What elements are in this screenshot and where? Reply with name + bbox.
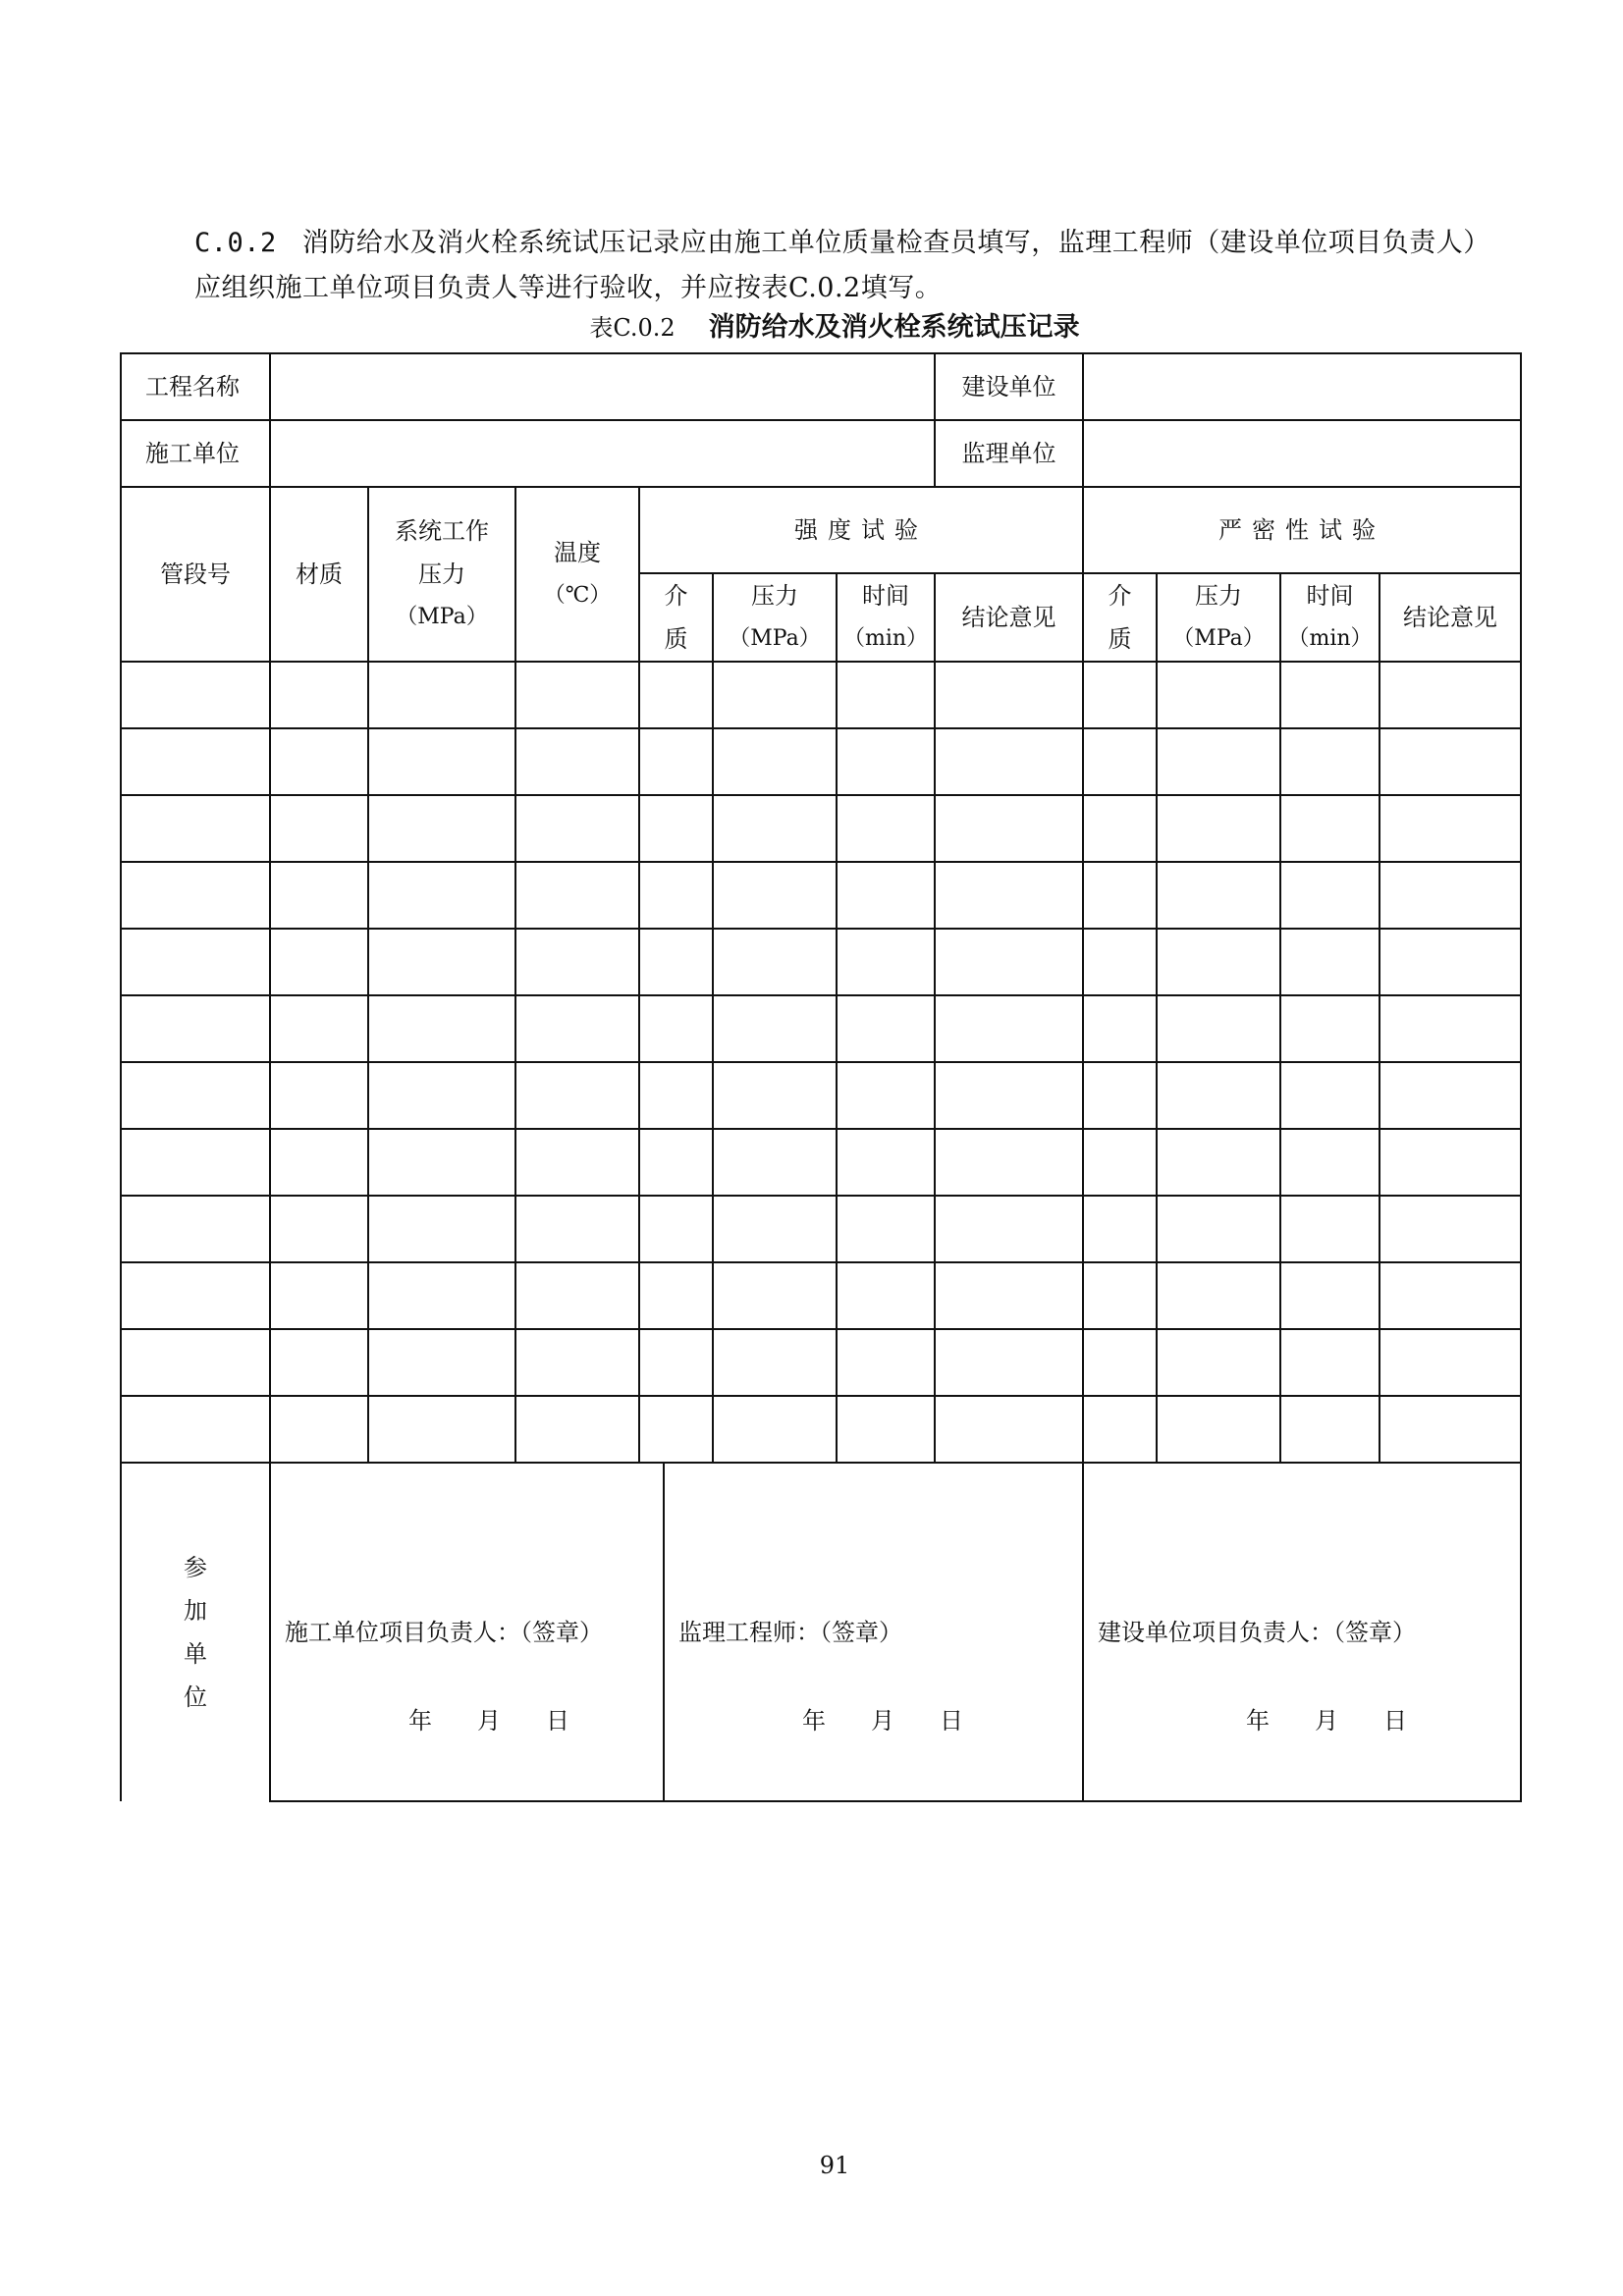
working-pressure-cell[interactable] xyxy=(368,662,515,728)
strength-pressure-title: 压力 xyxy=(751,582,798,610)
tightness-conclusion-cell[interactable] xyxy=(1380,1329,1521,1396)
tightness-medium-cell[interactable] xyxy=(1083,862,1157,929)
supervisor-signature-label: 监理工程师：（签章） xyxy=(678,1619,902,1646)
strength-time-cell[interactable] xyxy=(837,1329,935,1396)
material-cell[interactable] xyxy=(270,929,368,995)
strength-conclusion-cell[interactable] xyxy=(935,795,1083,862)
table-row xyxy=(121,795,1521,862)
segment-cell[interactable] xyxy=(121,1196,270,1262)
strength-time-cell[interactable] xyxy=(837,795,935,862)
date-year: 年 xyxy=(802,1707,828,1735)
tightness-time-cell[interactable] xyxy=(1280,795,1380,862)
table-row xyxy=(121,1329,1521,1396)
date-day: 日 xyxy=(546,1707,571,1735)
working-pressure-cell[interactable] xyxy=(368,1329,515,1396)
working-pressure-cell[interactable] xyxy=(368,728,515,795)
strength-test-header: 强度试验 xyxy=(639,487,1083,573)
builder-info-row xyxy=(121,420,1521,487)
table-caption xyxy=(0,308,1623,347)
tightness-time-cell[interactable] xyxy=(1280,1329,1380,1396)
strength-time-cell[interactable] xyxy=(837,1196,935,1262)
tightness-time-cell[interactable] xyxy=(1280,728,1380,795)
tightness-time-cell[interactable] xyxy=(1280,929,1380,995)
tightness-medium-cell[interactable] xyxy=(1083,1396,1157,1463)
strength-medium-text: 介质 xyxy=(664,582,688,653)
tightness-pressure-cell[interactable] xyxy=(1157,1262,1280,1329)
segment-cell[interactable] xyxy=(121,995,270,1062)
header-row-1 xyxy=(121,487,1521,573)
strength-conclusion-header: 结论意见 xyxy=(935,573,1083,662)
working-pressure-cell[interactable] xyxy=(368,795,515,862)
date-day: 日 xyxy=(1383,1707,1410,1735)
material-cell[interactable] xyxy=(270,1062,368,1129)
tightness-time-cell[interactable] xyxy=(1280,662,1380,728)
table-row xyxy=(121,995,1521,1062)
tightness-pressure-cell[interactable] xyxy=(1157,862,1280,929)
temperature-cell[interactable] xyxy=(515,929,639,995)
tightness-pressure-title: 压力 xyxy=(1195,582,1243,610)
clause-code: C.0.2 xyxy=(194,228,277,258)
strength-pressure-cell[interactable] xyxy=(713,995,837,1062)
tightness-medium-cell[interactable] xyxy=(1083,1262,1157,1329)
strength-conclusion-cell[interactable] xyxy=(935,1196,1083,1262)
strength-pressure-cell[interactable] xyxy=(713,1129,837,1196)
temperature-unit: （℃） xyxy=(543,583,612,608)
working-pressure-title: 系统工作压力 xyxy=(395,517,489,588)
strength-medium-cell[interactable] xyxy=(639,1129,713,1196)
tightness-time-cell[interactable] xyxy=(1280,862,1380,929)
tightness-conclusion-cell[interactable] xyxy=(1380,1262,1521,1329)
material-cell[interactable] xyxy=(270,862,368,929)
table-row xyxy=(121,1396,1521,1463)
tightness-conclusion-cell[interactable] xyxy=(1380,995,1521,1062)
temperature-cell[interactable] xyxy=(515,1396,639,1463)
tightness-conclusion-cell[interactable] xyxy=(1380,1396,1521,1463)
tightness-pressure-cell[interactable] xyxy=(1157,1062,1280,1129)
participants-label: 参加单位 xyxy=(184,1554,207,1711)
tightness-conclusion-cell[interactable] xyxy=(1380,929,1521,995)
strength-time-header xyxy=(837,573,935,662)
working-pressure-cell[interactable] xyxy=(368,1262,515,1329)
builder-input[interactable] xyxy=(270,420,935,487)
strength-time-cell[interactable] xyxy=(837,1129,935,1196)
tightness-time-cell[interactable] xyxy=(1280,995,1380,1062)
temperature-cell[interactable] xyxy=(515,1062,639,1129)
tightness-pressure-header xyxy=(1157,573,1280,662)
strength-conclusion-cell[interactable] xyxy=(935,1396,1083,1463)
tightness-medium-header xyxy=(1083,573,1157,662)
owner-signature-label: 建设单位项目负责人：（签章） xyxy=(1098,1619,1417,1646)
working-pressure-cell[interactable] xyxy=(368,862,515,929)
strength-medium-cell[interactable] xyxy=(639,1262,713,1329)
strength-time-cell[interactable] xyxy=(837,1062,935,1129)
temperature-cell[interactable] xyxy=(515,1196,639,1262)
strength-pressure-cell[interactable] xyxy=(713,1329,837,1396)
tightness-medium-cell[interactable] xyxy=(1083,1196,1157,1262)
tightness-pressure-cell[interactable] xyxy=(1157,995,1280,1062)
segment-cell[interactable] xyxy=(121,1329,270,1396)
tightness-pressure-cell[interactable] xyxy=(1157,1196,1280,1262)
strength-conclusion-cell[interactable] xyxy=(935,1062,1083,1129)
tightness-pressure-unit: （MPa） xyxy=(1172,626,1265,651)
construction-unit-label: 建设单位 xyxy=(935,353,1083,420)
tightness-medium-cell[interactable] xyxy=(1083,795,1157,862)
builder-signature-date xyxy=(408,1699,615,1742)
strength-medium-cell[interactable] xyxy=(639,929,713,995)
tightness-pressure-cell[interactable] xyxy=(1157,929,1280,995)
strength-medium-cell[interactable] xyxy=(639,995,713,1062)
strength-time-cell[interactable] xyxy=(837,862,935,929)
strength-time-cell[interactable] xyxy=(837,929,935,995)
strength-medium-cell[interactable] xyxy=(639,1196,713,1262)
material-cell[interactable] xyxy=(270,1129,368,1196)
construction-unit-input[interactable] xyxy=(1083,353,1521,420)
strength-pressure-cell[interactable] xyxy=(713,1196,837,1262)
material-cell[interactable] xyxy=(270,1196,368,1262)
material-cell[interactable] xyxy=(270,728,368,795)
table-row xyxy=(121,662,1521,728)
segment-cell[interactable] xyxy=(121,929,270,995)
material-cell[interactable] xyxy=(270,662,368,728)
strength-pressure-unit: （MPa） xyxy=(729,626,821,651)
participants-label-cell xyxy=(121,1463,270,1801)
tightness-pressure-cell[interactable] xyxy=(1157,1329,1280,1396)
strength-conclusion-cell[interactable] xyxy=(935,728,1083,795)
temperature-cell[interactable] xyxy=(515,662,639,728)
segment-cell[interactable] xyxy=(121,795,270,862)
strength-time-cell[interactable] xyxy=(837,728,935,795)
tightness-medium-cell[interactable] xyxy=(1083,1062,1157,1129)
strength-pressure-cell[interactable] xyxy=(713,1262,837,1329)
supervisor-signature-date xyxy=(802,1699,1008,1742)
tightness-pressure-cell[interactable] xyxy=(1157,1129,1280,1196)
strength-pressure-cell[interactable] xyxy=(713,929,837,995)
strength-time-cell[interactable] xyxy=(837,995,935,1062)
working-pressure-cell[interactable] xyxy=(368,1062,515,1129)
date-month: 月 xyxy=(477,1707,503,1735)
strength-medium-header xyxy=(639,573,713,662)
table-row xyxy=(121,728,1521,795)
tightness-medium-cell[interactable] xyxy=(1083,995,1157,1062)
strength-time-cell[interactable] xyxy=(837,662,935,728)
working-pressure-unit: （MPa） xyxy=(396,605,488,629)
working-pressure-cell[interactable] xyxy=(368,1129,515,1196)
strength-pressure-cell[interactable] xyxy=(713,728,837,795)
tightness-time-cell[interactable] xyxy=(1280,1196,1380,1262)
strength-time-title: 时间 xyxy=(862,582,910,610)
strength-medium-cell[interactable] xyxy=(639,1396,713,1463)
tightness-time-header xyxy=(1280,573,1380,662)
tightness-time-cell[interactable] xyxy=(1280,1062,1380,1129)
table-row xyxy=(121,929,1521,995)
temperature-cell[interactable] xyxy=(515,1329,639,1396)
tightness-pressure-cell[interactable] xyxy=(1157,1396,1280,1463)
strength-medium-cell[interactable] xyxy=(639,728,713,795)
temperature-cell[interactable] xyxy=(515,1129,639,1196)
tightness-conclusion-cell[interactable] xyxy=(1380,862,1521,929)
owner-signature-cell[interactable] xyxy=(1083,1463,1521,1801)
table-caption-number: 表C.0.2 xyxy=(589,314,676,342)
date-year: 年 xyxy=(1246,1707,1272,1735)
tightness-conclusion-cell[interactable] xyxy=(1380,795,1521,862)
segment-cell[interactable] xyxy=(121,1262,270,1329)
strength-pressure-cell[interactable] xyxy=(713,795,837,862)
table-row xyxy=(121,1129,1521,1196)
page-number: 91 xyxy=(819,2152,850,2179)
strength-time-unit: （min） xyxy=(842,626,929,651)
table-row xyxy=(121,862,1521,929)
tightness-time-cell[interactable] xyxy=(1280,1262,1380,1329)
strength-conclusion-cell[interactable] xyxy=(935,929,1083,995)
material-cell[interactable] xyxy=(270,995,368,1062)
working-pressure-cell[interactable] xyxy=(368,1196,515,1262)
strength-pressure-cell[interactable] xyxy=(713,862,837,929)
material-cell[interactable] xyxy=(270,1262,368,1329)
date-day: 日 xyxy=(940,1707,965,1735)
tightness-time-title: 时间 xyxy=(1306,582,1354,610)
tightness-time-cell[interactable] xyxy=(1280,1396,1380,1463)
segment-cell[interactable] xyxy=(121,1129,270,1196)
date-year: 年 xyxy=(408,1707,434,1735)
strength-medium-cell[interactable] xyxy=(639,795,713,862)
working-pressure-cell[interactable] xyxy=(368,929,515,995)
intro-paragraph xyxy=(194,221,1490,311)
strength-medium-cell[interactable] xyxy=(639,1329,713,1396)
strength-conclusion-cell[interactable] xyxy=(935,1129,1083,1196)
material-header: 材质 xyxy=(270,487,368,662)
tightness-test-header: 严密性试验 xyxy=(1083,487,1521,573)
tightness-conclusion-cell[interactable] xyxy=(1380,1062,1521,1129)
builder-signature-label: 施工单位项目负责人：（签章） xyxy=(285,1619,603,1646)
segment-cell[interactable] xyxy=(121,728,270,795)
table-row xyxy=(121,1196,1521,1262)
material-cell[interactable] xyxy=(270,795,368,862)
builder-signature-cell[interactable] xyxy=(270,1463,664,1801)
tightness-medium-cell[interactable] xyxy=(1083,929,1157,995)
strength-conclusion-cell[interactable] xyxy=(935,1329,1083,1396)
pressure-test-record-table xyxy=(120,352,1522,1802)
clause-text: 消防给水及消火栓系统试压记录应由施工单位质量检查员填写，监理工程师（建设单位项目负责人）应组织施工单位项目负责人等进行验收，并应按表C.0.2填写。 xyxy=(194,228,1490,303)
strength-conclusion-cell[interactable] xyxy=(935,662,1083,728)
strength-time-cell[interactable] xyxy=(837,1262,935,1329)
strength-medium-cell[interactable] xyxy=(639,1062,713,1129)
tightness-medium-cell[interactable] xyxy=(1083,662,1157,728)
tightness-time-cell[interactable] xyxy=(1280,1129,1380,1196)
temperature-header xyxy=(515,487,639,662)
strength-time-cell[interactable] xyxy=(837,1396,935,1463)
owner-signature-date xyxy=(1246,1699,1452,1742)
segment-cell[interactable] xyxy=(121,662,270,728)
strength-conclusion-cell[interactable] xyxy=(935,995,1083,1062)
strength-pressure-cell[interactable] xyxy=(713,1062,837,1129)
working-pressure-header xyxy=(368,487,515,662)
strength-pressure-cell[interactable] xyxy=(713,662,837,728)
tightness-pressure-cell[interactable] xyxy=(1157,662,1280,728)
strength-conclusion-cell[interactable] xyxy=(935,1262,1083,1329)
temperature-cell[interactable] xyxy=(515,862,639,929)
tightness-medium-text: 介质 xyxy=(1108,582,1132,653)
supervisor-signature-cell[interactable] xyxy=(664,1463,1083,1801)
strength-medium-cell[interactable] xyxy=(639,862,713,929)
tightness-conclusion-cell[interactable] xyxy=(1380,1129,1521,1196)
tightness-conclusion-cell[interactable] xyxy=(1380,728,1521,795)
temperature-cell[interactable] xyxy=(515,795,639,862)
segment-cell[interactable] xyxy=(121,1396,270,1463)
project-info-row xyxy=(121,353,1521,420)
segment-header: 管段号 xyxy=(121,487,270,662)
participants-row xyxy=(121,1463,1521,1801)
date-month: 月 xyxy=(871,1707,896,1735)
material-cell[interactable] xyxy=(270,1329,368,1396)
working-pressure-cell[interactable] xyxy=(368,1396,515,1463)
strength-medium-cell[interactable] xyxy=(639,662,713,728)
builder-label: 施工单位 xyxy=(121,420,270,487)
tightness-pressure-cell[interactable] xyxy=(1157,728,1280,795)
table-caption-title: 消防给水及消火栓系统试压记录 xyxy=(708,312,1080,343)
supervision-unit-label: 监理单位 xyxy=(935,420,1083,487)
strength-pressure-header xyxy=(713,573,837,662)
tightness-conclusion-cell[interactable] xyxy=(1380,1196,1521,1262)
segment-cell[interactable] xyxy=(121,1062,270,1129)
project-name-input[interactable] xyxy=(270,353,935,420)
temperature-cell[interactable] xyxy=(515,995,639,1062)
supervision-unit-input[interactable] xyxy=(1083,420,1521,487)
table-row xyxy=(121,1062,1521,1129)
table-row xyxy=(121,1262,1521,1329)
tightness-medium-cell[interactable] xyxy=(1083,1329,1157,1396)
strength-pressure-cell[interactable] xyxy=(713,1396,837,1463)
project-name-label: 工程名称 xyxy=(121,353,270,420)
segment-cell[interactable] xyxy=(121,862,270,929)
tightness-conclusion-cell[interactable] xyxy=(1380,662,1521,728)
tightness-conclusion-header: 结论意见 xyxy=(1380,573,1521,662)
temperature-cell[interactable] xyxy=(515,728,639,795)
tightness-time-unit: （min） xyxy=(1287,626,1373,651)
date-month: 月 xyxy=(1315,1707,1341,1735)
tightness-medium-cell[interactable] xyxy=(1083,728,1157,795)
tightness-medium-cell[interactable] xyxy=(1083,1129,1157,1196)
material-cell[interactable] xyxy=(270,1396,368,1463)
temperature-cell[interactable] xyxy=(515,1262,639,1329)
temperature-title: 温度 xyxy=(554,539,601,566)
working-pressure-cell[interactable] xyxy=(368,995,515,1062)
tightness-pressure-cell[interactable] xyxy=(1157,795,1280,862)
strength-conclusion-cell[interactable] xyxy=(935,862,1083,929)
